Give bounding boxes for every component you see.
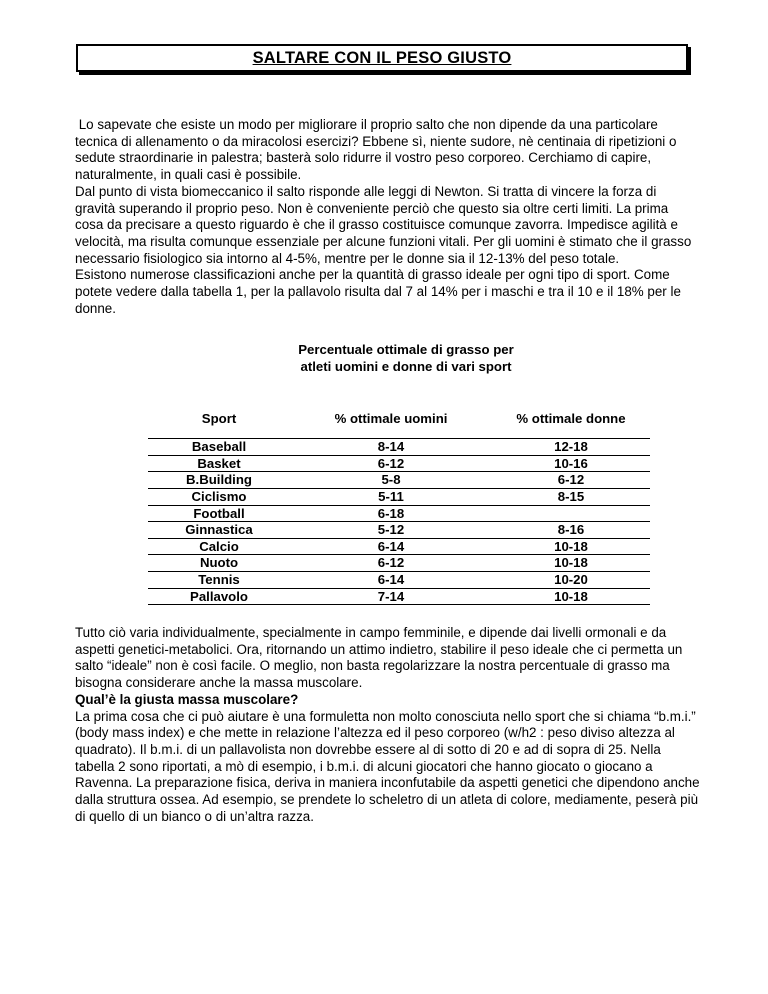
after-table-paragraph: Tutto ciò varia individualmente, specialmente in campo femminile, e dipende dai livelli ormonali e da aspetti genetici-metabolici. Ora, ritornando un attimo indietro, stabilire il peso ideale che ci permetta un salto “ideale” non è così facile. O meglio, non basta regolarizzare la nostra percentuale di grasso ma bisogna considerare anche la massa muscolare. (75, 625, 683, 691)
cell-sport: Calcio (148, 538, 290, 555)
cell-women: 8-16 (492, 522, 650, 539)
cell-men: 5-12 (290, 522, 492, 539)
intro-paragraph-1: Lo sapevate che esiste un modo per migliorare il proprio salto che non dipende da una particolare tecnica di allenamento o da miracolosi esercizi? Ebbene sì, niente sudore, nè centinaia di ripetizioni o sedute straordinarie in palestra; basterà solo ridurre il vostro peso corporeo. Cerchiamo di capire, naturalmente, in quali casi è possibile. (75, 117, 681, 183)
cell-women: 10-18 (492, 588, 650, 605)
cell-women: 12-18 (492, 439, 650, 456)
table-row (148, 555, 650, 572)
intro-text (75, 117, 700, 317)
cell-women: 10-16 (492, 455, 650, 472)
cell-women (492, 505, 650, 522)
cell-sport: Ciclismo (148, 489, 290, 506)
section-subheading: Qual’è la giusta massa muscolare? (75, 691, 299, 707)
table-row (148, 588, 650, 605)
cell-women: 10-18 (492, 555, 650, 572)
table-row (148, 439, 650, 456)
cell-sport: Football (148, 505, 290, 522)
cell-men: 6-12 (290, 555, 492, 572)
cell-sport: Nuoto (148, 555, 290, 572)
table-title: Percentuale ottimale di grasso per atleti uomini e donne di vari sport (298, 342, 514, 374)
fat-percentage-table (148, 411, 650, 605)
table-row (148, 505, 650, 522)
header-women: % ottimale donne (492, 411, 650, 439)
cell-women: 8-15 (492, 489, 650, 506)
table-header-row (148, 411, 650, 439)
table-row (148, 489, 650, 506)
cell-sport: Baseball (148, 439, 290, 456)
title-box (76, 44, 688, 72)
cell-sport: Tennis (148, 572, 290, 589)
cell-sport: Pallavolo (148, 588, 290, 605)
cell-men: 5-8 (290, 472, 492, 489)
table-row (148, 455, 650, 472)
cell-men: 6-18 (290, 505, 492, 522)
cell-men: 6-14 (290, 538, 492, 555)
table-row (148, 572, 650, 589)
page-title: SALTARE CON IL PESO GIUSTO (252, 49, 512, 67)
cell-men: 5-11 (290, 489, 492, 506)
table-row (148, 522, 650, 539)
cell-men: 6-14 (290, 572, 492, 589)
table-body (148, 439, 650, 605)
cell-sport: Ginnastica (148, 522, 290, 539)
table-row (148, 538, 650, 555)
cell-women: 10-18 (492, 538, 650, 555)
cell-sport: Basket (148, 455, 290, 472)
after-table-text (75, 625, 700, 825)
header-sport: Sport (148, 411, 290, 439)
cell-men: 7-14 (290, 588, 492, 605)
header-men: % ottimale uomini (290, 411, 492, 439)
cell-women: 6-12 (492, 472, 650, 489)
cell-men: 6-12 (290, 455, 492, 472)
table-row (148, 472, 650, 489)
cell-women: 10-20 (492, 572, 650, 589)
cell-men: 8-14 (290, 439, 492, 456)
cell-sport: B.Building (148, 472, 290, 489)
intro-paragraph-2: Dal punto di vista biomeccanico il salto risponde alle leggi di Newton. Si tratta di vincere la forza di gravità superando il proprio peso. Non è conveniente perciò che questo sia oltre certi limiti. La prima cosa da precisare a questo riguardo è che il grasso costituisce comunque zavorra. Impedisce agilità e velocità, ma risulta comunque essenziale per alcune funzioni vitali. Per gli uomini è stimato che il grasso necessario fisiologico sia intorno al 4-5%, mentre per le donne sia il 12-13% del peso totale. (75, 183, 692, 266)
intro-paragraph-3: Esistono numerose classificazioni anche per la quantità di grasso ideale per ogni tipo di sport. Come potete vedere dalla tabella 1, per la pallavolo risulta dal 7 al 14% per i maschi e tra il 10 e il 18% per le donne. (75, 267, 681, 316)
final-paragraph: La prima cosa che ci può aiutare è una formuletta non molto conosciuta nello sport che si chiama “b.m.i.” (body mass index) e che mette in relazione l’altezza ed il peso corporeo (w/h2 : peso diviso altezza al quadrato). Il b.m.i. di un pallavolista non dovrebbe essere al di sotto di 20 e ad di sopra di 25. Nella tabella 2 sono riportati, a mò di esempio, i b.m.i. di alcuni giocatori che hanno giocato o giocano a Ravenna. La preparazione fisica, deriva in maniera inconfutabile da aspetti genetici che dipendono anche dalla struttura ossea. Ad esempio, se prendete lo scheletro di un atleta di colore, mediamente, peserà più di quello di un bianco o di un’altra razza. (75, 708, 700, 824)
